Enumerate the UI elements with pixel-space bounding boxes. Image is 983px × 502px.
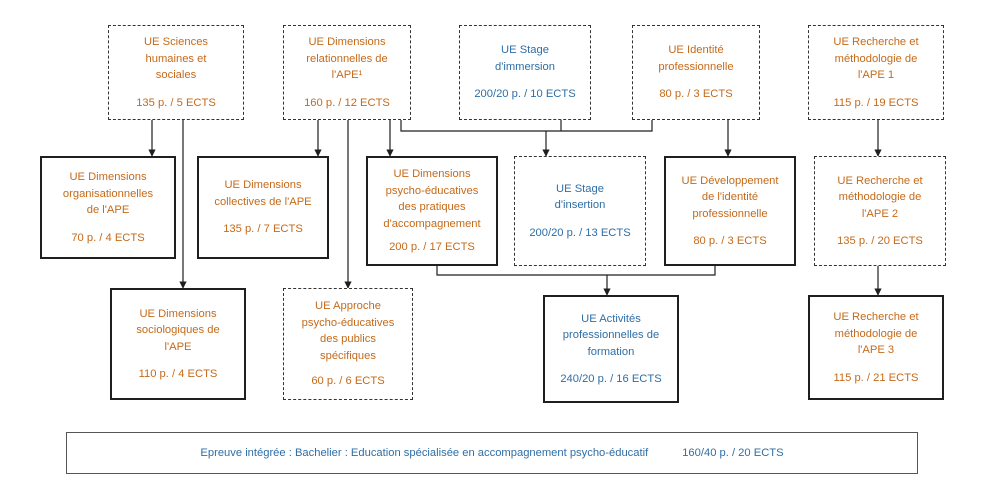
unit-box-approche-publics-specifiques — [283, 288, 413, 400]
unit-title: UE Recherche et méthodologie de l'APE 1 — [833, 36, 919, 81]
unit-title: UE Dimensions psycho-éducatives des pratiques d'accompagnement — [383, 168, 481, 230]
unit-credits: 135 p. / 5 ECTS — [136, 96, 216, 109]
unit-title: UE Stage d'insertion — [554, 182, 606, 212]
unit-credits: 110 p. / 4 ECTS — [138, 368, 218, 380]
unit-credits: 80 p. / 3 ECTS — [659, 88, 733, 101]
unit-box-developpement-identite — [664, 156, 796, 266]
unit-credits: 115 p. / 21 ECTS — [833, 371, 919, 384]
unit-box-stage-immersion — [459, 25, 591, 120]
unit-credits: 160 p. / 12 ECTS — [304, 96, 390, 109]
connector-dpe-dip-join — [437, 266, 715, 275]
unit-box-recherche-methodologie-2 — [814, 156, 946, 266]
unit-title: UE Développement de l'identité professionnelle — [681, 174, 779, 220]
unit-credits: 80 p. / 3 ECTS — [693, 235, 767, 247]
unit-title: UE Dimensions relationnelles de l'APE¹ — [306, 36, 388, 81]
unit-box-sciences-humaines — [108, 25, 244, 120]
unit-title: UE Identité professionnelle — [658, 44, 734, 73]
connector-si-ip-join — [401, 120, 652, 131]
unit-box-stage-insertion — [514, 156, 646, 266]
unit-credits: 200 p. / 17 ECTS — [389, 241, 475, 254]
unit-credits: 135 p. / 7 ECTS — [223, 223, 303, 236]
epreuve-integree-box — [66, 432, 918, 474]
unit-title: UE Dimensions organisationnelles de l'APE — [62, 171, 154, 216]
unit-box-recherche-methodologie-1 — [808, 25, 944, 120]
unit-title: UE Sciences humaines et sociales — [143, 36, 209, 81]
epreuve-integree-credits: 160/40 p. / 20 ECTS — [682, 447, 784, 459]
unit-credits: 115 p. / 19 ECTS — [833, 96, 919, 109]
unit-box-dimensions-sociologiques — [110, 288, 246, 400]
unit-box-activites-professionnelles — [543, 295, 679, 403]
unit-title: UE Activités professionnelles de formation — [562, 312, 660, 358]
unit-title: UE Dimensions collectives de l'APE — [214, 179, 312, 208]
epreuve-integree-label: Epreuve intégrée : Bachelier : Education spécialisée en accompagnement psycho-éducatif — [200, 447, 649, 459]
unit-box-identite-professionnelle — [632, 25, 760, 120]
unit-box-dimensions-collectives — [197, 156, 329, 259]
unit-title: UE Recherche et méthodologie de l'APE 3 — [833, 311, 919, 356]
unit-box-dimensions-psycho-educatives — [366, 156, 498, 266]
unit-credits: 135 p. / 20 ECTS — [837, 235, 923, 247]
unit-box-dimensions-relationnelles — [283, 25, 411, 120]
unit-title: UE Approche psycho-éducatives des publics spécifiques — [301, 300, 395, 362]
unit-title: UE Dimensions sociologiques de l'APE — [136, 307, 220, 353]
unit-credits: 70 p. / 4 ECTS — [71, 231, 145, 244]
unit-box-dimensions-organisationnelles — [40, 156, 176, 259]
unit-box-recherche-methodologie-3 — [808, 295, 944, 400]
unit-credits: 200/20 p. / 10 ECTS — [474, 88, 576, 101]
unit-credits: 60 p. / 6 ECTS — [311, 375, 385, 388]
unit-title: UE Recherche et méthodologie de l'APE 2 — [837, 174, 923, 220]
unit-title: UE Stage d'immersion — [495, 44, 555, 73]
unit-credits: 240/20 p. / 16 ECTS — [560, 373, 662, 385]
unit-credits: 200/20 p. / 13 ECTS — [529, 226, 631, 239]
